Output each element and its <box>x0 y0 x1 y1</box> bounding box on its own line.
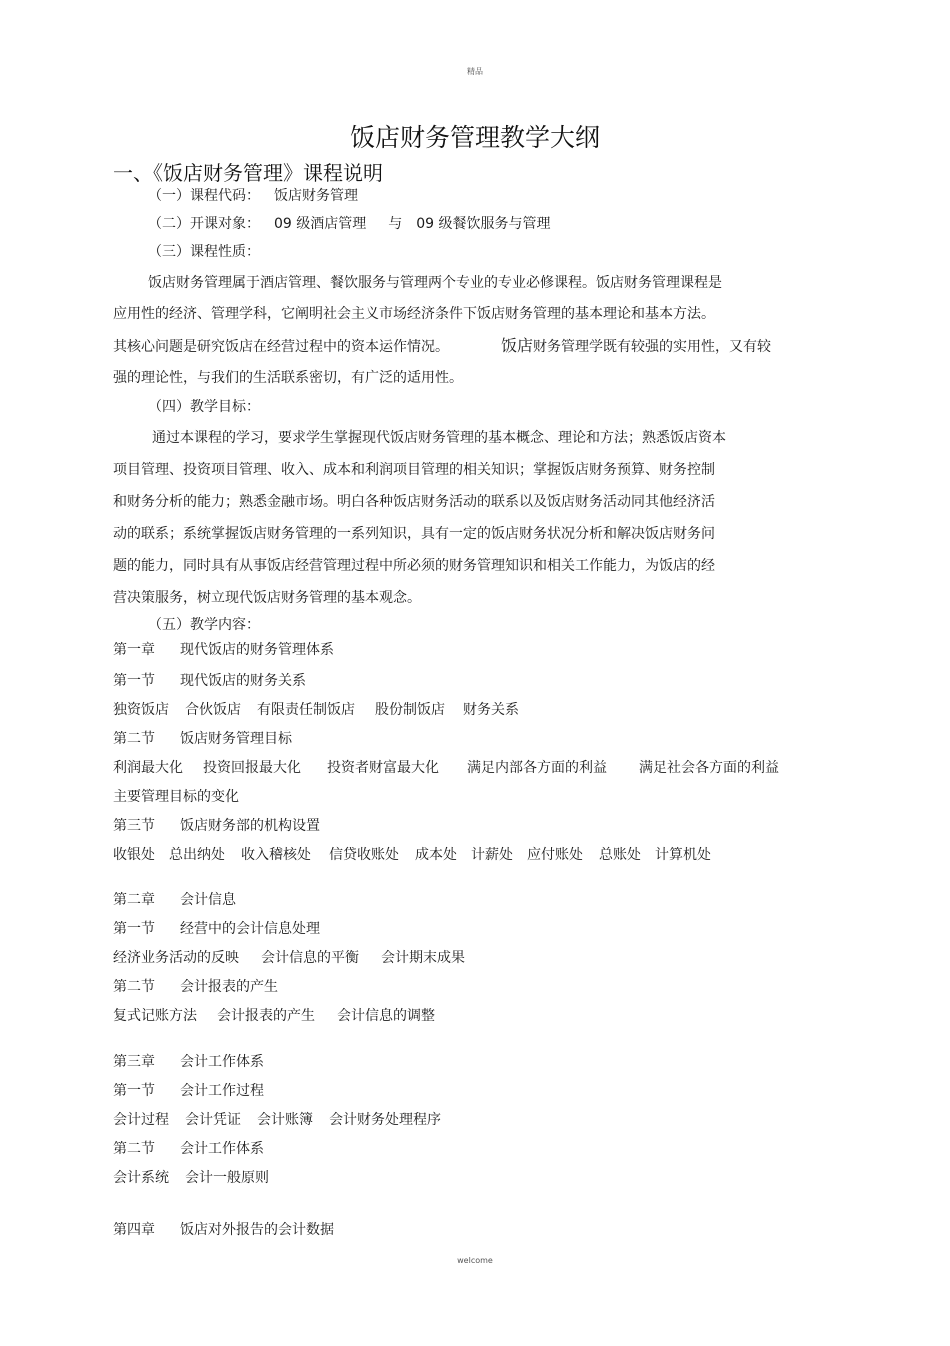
list-item: 股份制饭店 <box>375 702 445 718</box>
goal-line-6: 营决策服务，树立现代饭店财务管理的基本观念。 <box>113 590 421 606</box>
ch1-s2-extra: 主要管理目标的变化 <box>113 789 239 805</box>
list-item: 信贷收账处 <box>329 847 399 863</box>
ch1-s2-name: 饭店财务管理目标 <box>180 731 292 747</box>
ch3-section-2-heading <box>113 1140 264 1158</box>
nature-line-4: 强的理论性，与我们的生活联系密切，有广泛的适用性。 <box>113 370 463 386</box>
ch1-s1-num: 第一节 <box>113 673 155 689</box>
ch3-s1-num: 第一节 <box>113 1083 155 1099</box>
chapter-2-num: 第二章 <box>113 892 155 908</box>
ch3-section-1-heading <box>113 1082 264 1100</box>
course-code-label: （一）课程代码： <box>148 188 260 204</box>
list-item: 有限责任制饭店 <box>257 702 355 718</box>
goal-label: （四）教学目标： <box>148 399 260 415</box>
ch1-s1-items <box>113 701 519 719</box>
ch3-s2-num: 第二节 <box>113 1141 155 1157</box>
list-item: 会计期末成果 <box>381 950 465 966</box>
ch1-section-1-heading <box>113 672 306 690</box>
list-item: 应付账处 <box>527 847 583 863</box>
goal-line-1: 通过本课程的学习，要求学生掌握现代饭店财务管理的基本概念、理论和方法；熟悉饭店资本 <box>152 430 726 446</box>
list-item: 会计凭证 <box>185 1112 241 1128</box>
list-item: 独资饭店 <box>113 702 169 718</box>
list-item: 投资者财富最大化 <box>327 760 439 776</box>
ch1-section-3-heading <box>113 817 320 835</box>
chapter-3-heading <box>113 1053 264 1071</box>
goal-line-3: 和财务分析的能力；熟悉金融市场。明白各种饭店财务活动的联系以及饭店财务活动同其他经济活 <box>113 494 715 510</box>
list-item: 经济业务活动的反映 <box>113 950 239 966</box>
nature-line-3-emph: 饭店 <box>501 336 534 355</box>
document-title: 饭店财务管理教学大纲 <box>349 123 600 152</box>
chapter-2-name: 会计信息 <box>180 892 236 908</box>
list-item: 总账处 <box>599 847 641 863</box>
list-item: 总出纳处 <box>169 847 225 863</box>
list-item: 收入稽核处 <box>241 847 311 863</box>
ch1-s3-name: 饭店财务部的机构设置 <box>180 818 320 834</box>
chapter-1-heading <box>113 641 334 659</box>
list-item: 会计系统 <box>113 1170 169 1186</box>
nature-line-3b: 财务管理学既有较强的实用性，又有较 <box>533 339 772 355</box>
list-item: 会计财务处理程序 <box>329 1112 441 1128</box>
ch2-s2-num: 第二节 <box>113 979 155 995</box>
ch3-s1-items <box>113 1111 441 1129</box>
list-item: 合伙饭店 <box>185 702 241 718</box>
list-item: 会计信息的平衡 <box>261 950 359 966</box>
course-code-value: 饭店财务管理 <box>274 188 358 204</box>
ch2-s1-num: 第一节 <box>113 921 155 937</box>
chapter-2-heading <box>113 891 236 909</box>
chapter-4-name: 饭店对外报告的会计数据 <box>180 1222 334 1238</box>
list-item: 计薪处 <box>471 847 513 863</box>
ch3-s2-items <box>113 1169 269 1187</box>
audience-part1: 09 级酒店管理 <box>274 216 367 232</box>
ch1-s1-name: 现代饭店的财务关系 <box>180 673 306 689</box>
chapter-1-num: 第一章 <box>113 642 155 658</box>
list-item: 成本处 <box>415 847 457 863</box>
audience-label: （二）开课对象： <box>148 216 260 232</box>
header-mark: 精品 <box>467 67 483 76</box>
section-title: 一、《饭店财务管理》课程说明 <box>113 161 383 185</box>
nature-line-3 <box>113 337 771 356</box>
ch1-s3-num: 第三节 <box>113 818 155 834</box>
ch1-s3-items <box>113 846 711 864</box>
goal-line-4: 动的联系；系统掌握饭店财务管理的一系列知识，具有一定的饭店财务状况分析和解决饭店财务问 <box>113 526 715 542</box>
list-item: 会计账簿 <box>257 1112 313 1128</box>
list-item: 复式记账方法 <box>113 1008 197 1024</box>
list-item: 财务关系 <box>463 702 519 718</box>
list-item: 收银处 <box>113 847 155 863</box>
ch1-s2-items <box>113 759 779 777</box>
chapter-1-name: 现代饭店的财务管理体系 <box>180 642 334 658</box>
content-label: （五）教学内容： <box>148 617 260 633</box>
list-item: 会计报表的产生 <box>217 1008 315 1024</box>
chapter-4-heading <box>113 1221 334 1239</box>
nature-line-3a: 其核心问题是研究饭店在经营过程中的资本运作情况。 <box>113 339 449 355</box>
goal-line-5: 题的能力，同时具有从事饭店经营管理过程中所必须的财务管理知识和相关工作能力，为饭店的经 <box>113 558 715 574</box>
ch2-s1-items <box>113 949 465 967</box>
list-item: 投资回报最大化 <box>203 760 301 776</box>
ch3-s2-name: 会计工作体系 <box>180 1141 264 1157</box>
ch2-section-2-heading <box>113 978 278 996</box>
list-item: 利润最大化 <box>113 760 183 776</box>
ch3-s1-name: 会计工作过程 <box>180 1083 264 1099</box>
list-item: 会计过程 <box>113 1112 169 1128</box>
list-item: 计算机处 <box>655 847 711 863</box>
ch2-s2-name: 会计报表的产生 <box>180 979 278 995</box>
audience-part2: 09 级餐饮服务与管理 <box>416 216 551 232</box>
list-item: 会计信息的调整 <box>337 1008 435 1024</box>
ch2-section-1-heading <box>113 920 320 938</box>
list-item: 满足社会各方面的利益 <box>639 760 779 776</box>
chapter-3-name: 会计工作体系 <box>180 1054 264 1070</box>
chapter-3-num: 第三章 <box>113 1054 155 1070</box>
ch1-section-2-heading <box>113 730 292 748</box>
course-code-row <box>148 187 358 205</box>
goal-line-2: 项目管理、投资项目管理、收入、成本和利润项目管理的相关知识；掌握饭店财务预算、财务控制 <box>113 462 715 478</box>
footer-mark: welcome <box>457 1256 493 1265</box>
ch2-s1-name: 经营中的会计信息处理 <box>180 921 320 937</box>
nature-label: （三）课程性质： <box>148 244 260 260</box>
ch1-s2-num: 第二节 <box>113 731 155 747</box>
audience-row <box>148 215 551 233</box>
nature-line-2: 应用性的经济、管理学科，它阐明社会主义市场经济条件下饭店财务管理的基本理论和基本方法。 <box>113 306 715 322</box>
chapter-4-num: 第四章 <box>113 1222 155 1238</box>
audience-conj: 与 <box>388 216 403 232</box>
list-item: 满足内部各方面的利益 <box>467 760 607 776</box>
nature-line-1: 饭店财务管理属于酒店管理、餐饮服务与管理两个专业的专业必修课程。饭店财务管理课程是 <box>148 275 722 291</box>
list-item: 会计一般原则 <box>185 1170 269 1186</box>
ch2-s2-items <box>113 1007 435 1025</box>
